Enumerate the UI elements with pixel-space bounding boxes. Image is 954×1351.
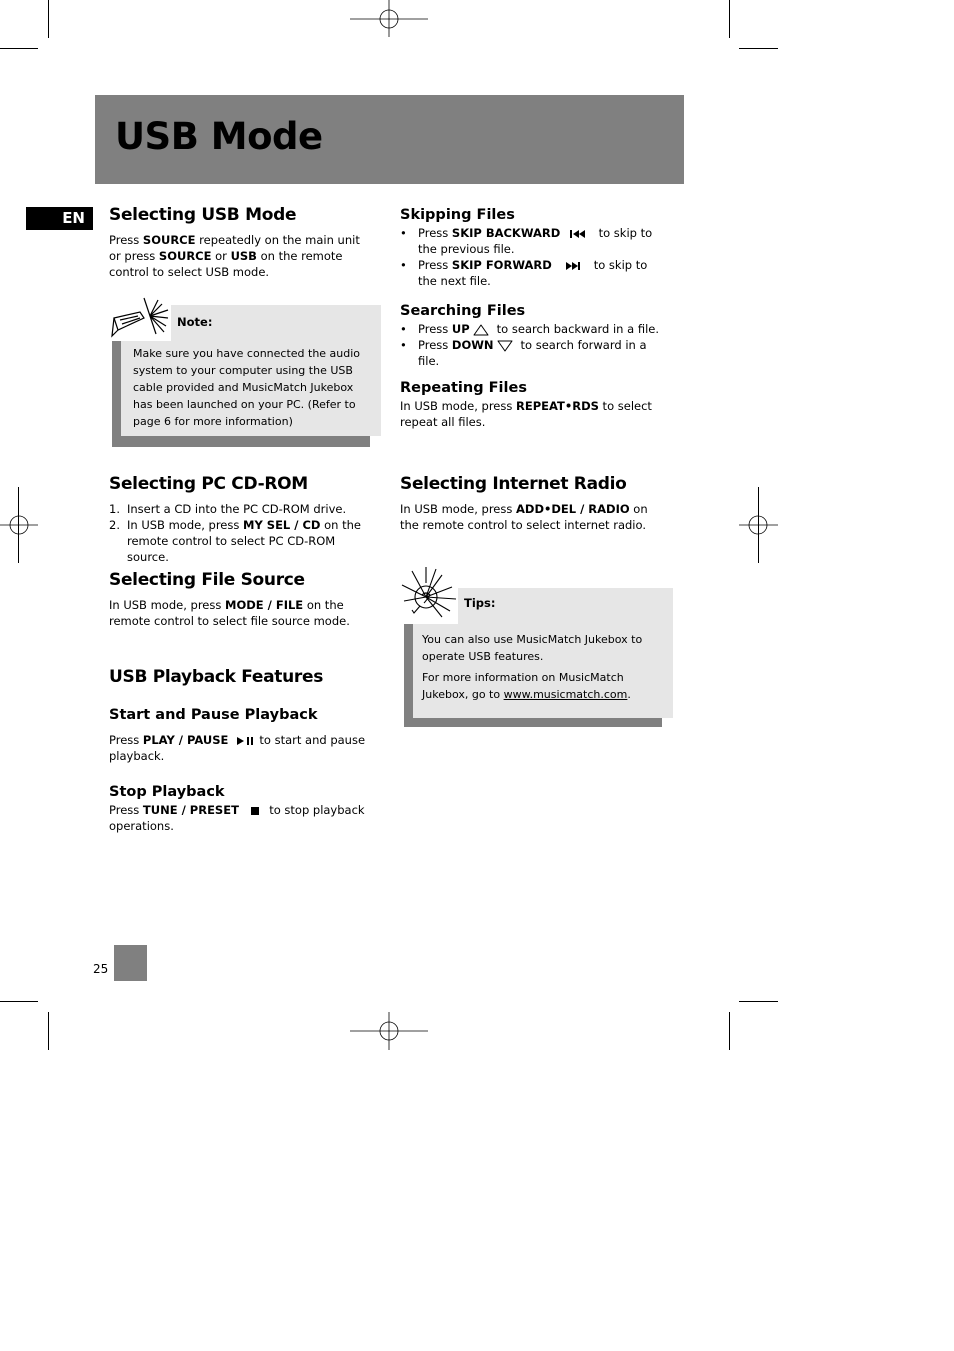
list-item: 2. In USB mode, press MY SEL / CD on the remote control to select PC CD-ROM source. <box>109 518 361 564</box>
heading-selecting-pc-cdrom: Selecting PC CD-ROM <box>109 474 308 494</box>
note-text: Make sure you have connected the audio system to your computer using the USB cable provided and MusicMatch Jukebox has been launched on your PC. (Refer to page 6 for more information) <box>133 347 361 428</box>
pc-cdrom-steps <box>109 501 374 565</box>
musicmatch-link[interactable]: www.musicmatch.com <box>503 688 628 701</box>
page-title: USB Mode <box>115 115 323 158</box>
note-pen-icon <box>110 296 170 342</box>
play-pause-icon <box>236 736 256 746</box>
paragraph-stop: Press TUNE / PRESET to stop playback operations. <box>109 803 365 833</box>
heading-repeating-files: Repeating Files <box>400 380 527 396</box>
down-arrow-icon <box>497 340 513 352</box>
page-tab-block <box>114 945 147 981</box>
paragraph-start-pause: Press PLAY / PAUSE to start and pause playback. <box>109 733 366 763</box>
tips-label: Tips: <box>464 596 496 610</box>
paragraph-file-source: In USB mode, press MODE / FILE on the remote control to select file source mode. <box>109 598 350 628</box>
list-item: • Press DOWN to search forward in a file. <box>400 338 647 368</box>
language-tab: EN <box>26 207 93 230</box>
page-header <box>95 95 684 184</box>
heading-selecting-internet-radio: Selecting Internet Radio <box>400 474 627 494</box>
heading-usb-playback-features: USB Playback Features <box>109 667 324 687</box>
heading-skipping-files: Skipping Files <box>400 207 515 223</box>
list-item: • Press SKIP FORWARD to skip to the next file. <box>400 258 648 288</box>
list-item: 1. Insert a CD into the PC CD-ROM drive. <box>109 502 347 516</box>
heading-start-pause-playback: Start and Pause Playback <box>109 707 318 723</box>
heading-selecting-file-source: Selecting File Source <box>109 570 305 590</box>
list-item: • Press SKIP BACKWARD to skip to the previous file. <box>400 226 653 256</box>
paragraph-selecting-usb-mode: Press SOURCE repeatedly on the main unit or press SOURCE or USB on the remote control to select USB mode. <box>109 233 360 279</box>
note-label: Note: <box>177 315 213 329</box>
searching-files-list <box>400 321 670 369</box>
page-number: 25 <box>93 962 109 976</box>
heading-searching-files: Searching Files <box>400 303 526 319</box>
heading-selecting-usb-mode: Selecting USB Mode <box>109 205 297 225</box>
skipping-files-list <box>400 225 665 289</box>
list-item: • Press UP to search backward in a file. <box>400 322 660 336</box>
tips-text-2: For more information on MusicMatch Jukebox, go to www.musicmatch.com. <box>422 671 631 701</box>
skip-forward-icon <box>563 261 583 271</box>
skip-backward-icon <box>568 229 588 239</box>
stop-icon <box>250 806 262 816</box>
tips-lightbulb-icon <box>398 565 460 623</box>
paragraph-internet-radio: In USB mode, press ADD•DEL / RADIO on the remote control to select internet radio. <box>400 502 648 532</box>
heading-stop-playback: Stop Playback <box>109 784 225 800</box>
paragraph-repeating-files: In USB mode, press REPEAT•RDS to select repeat all files. <box>400 399 652 429</box>
tips-text-1: You can also use MusicMatch Jukebox to operate USB features. <box>422 633 643 663</box>
up-arrow-icon <box>473 324 489 336</box>
